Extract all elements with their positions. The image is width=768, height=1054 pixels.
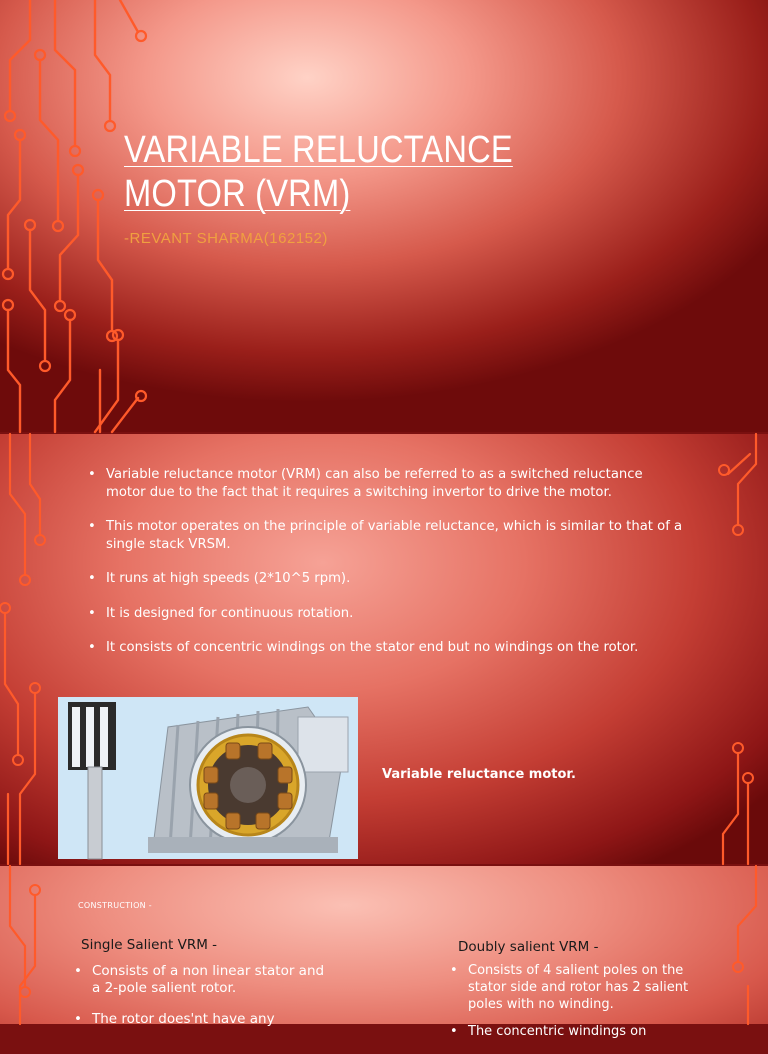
bullet-marker: • — [74, 1011, 82, 1027]
single-salient-list — [74, 963, 334, 1042]
bullet-item — [86, 466, 686, 501]
bullet-marker: • — [88, 605, 96, 621]
bullet-list — [86, 466, 686, 674]
circuit-decoration-right — [708, 434, 768, 864]
slide-title: VARIABLE RELUCTANCE MOTOR (VRM) — [124, 129, 513, 215]
circuit-decoration-left — [0, 434, 50, 864]
doubly-salient-list — [450, 962, 700, 1054]
bullet-item — [74, 963, 334, 997]
bullet-text: The rotor does'nt have any — [92, 1011, 275, 1027]
bullet-text: It runs at high speeds (2*10^5 rpm). — [106, 571, 351, 586]
bullet-text: Variable reluctance motor (VRM) can also be referred to as a switched reluctance motor due to the fact that it requires a switching invertor to drive the motor. — [106, 467, 643, 500]
bullet-marker: • — [88, 467, 96, 482]
author-subtitle: -REVANT SHARMA(162152) — [124, 230, 328, 247]
bullet-item — [86, 639, 686, 657]
bullet-item — [450, 1023, 700, 1040]
bullet-text: Consists of a non linear stator and a 2-pole salient rotor. — [92, 963, 325, 996]
bullet-marker: • — [88, 519, 96, 534]
bullet-marker: • — [450, 1024, 458, 1039]
title-slide — [0, 0, 768, 432]
bullet-marker: • — [74, 963, 82, 979]
bullet-item — [86, 605, 686, 623]
bullet-text: This motor operates on the principle of variable reluctance, which is similar to that of a single stack VRSM. — [106, 519, 683, 552]
single-salient-heading: Single Salient VRM - — [81, 937, 218, 953]
bullet-marker: • — [88, 640, 96, 655]
construction-slide — [0, 866, 768, 1039]
bullet-text: The concentric windings on — [468, 1024, 647, 1039]
bullet-item — [74, 1011, 334, 1028]
bullet-marker: • — [450, 963, 458, 978]
bullet-text: It is designed for continuous rotation. — [106, 605, 354, 621]
bullet-text: Consists of 4 salient poles on the stator side and rotor has 2 salient poles with no winding. — [468, 963, 689, 1012]
circuit-decoration-left — [0, 0, 150, 432]
bullet-text: It consists of concentric windings on the stator end but no windings on the rotor. — [106, 640, 639, 655]
motor-image — [58, 697, 358, 859]
circuit-decoration-right — [708, 866, 768, 1024]
section-heading: CONSTRUCTION - — [78, 901, 152, 910]
image-caption: Variable reluctance motor. — [382, 767, 576, 782]
bullet-item — [86, 570, 686, 588]
content-slide — [0, 434, 768, 864]
circuit-decoration-left — [0, 866, 50, 1024]
bullet-item — [450, 962, 700, 1013]
bullet-marker: • — [88, 571, 96, 586]
bullet-item — [86, 518, 686, 553]
doubly-salient-heading: Doubly salient VRM - — [458, 939, 599, 955]
